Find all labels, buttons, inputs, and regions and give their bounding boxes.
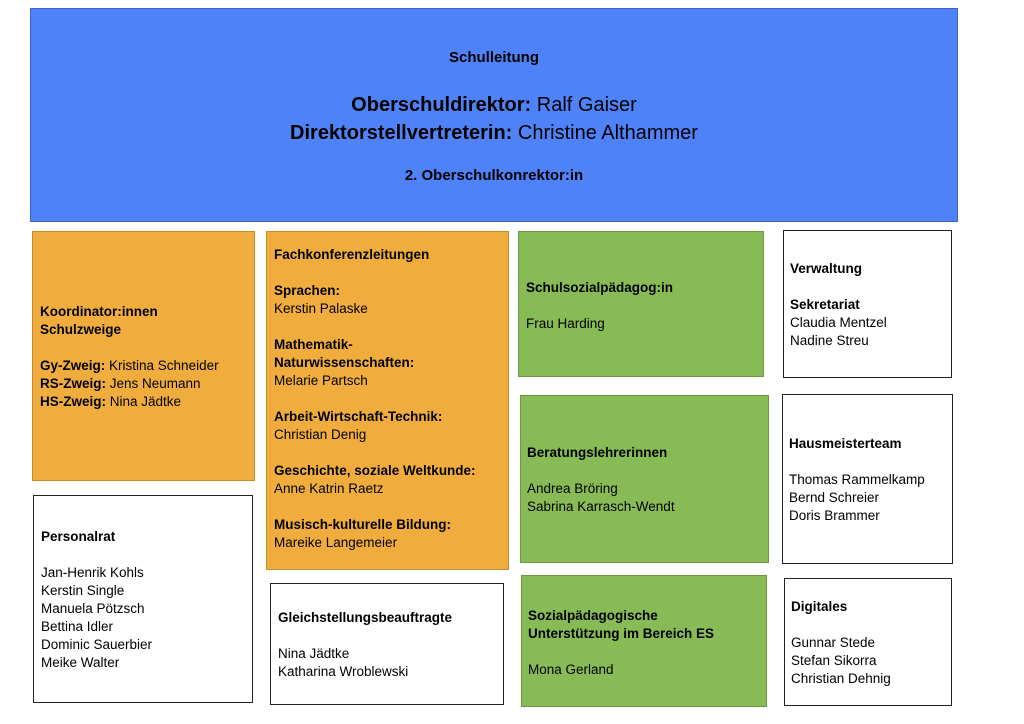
beratung-box: [520, 395, 769, 563]
schulsozial-content: [526, 279, 673, 333]
verwaltung-title: Verwaltung: [790, 261, 863, 276]
fach-name: Christian Denig: [274, 427, 367, 442]
sozialpaed-content: [528, 607, 714, 679]
hausmeister-title: Hausmeisterteam: [789, 436, 902, 451]
zweig-name: Jens Neumann: [109, 376, 201, 391]
verwaltung-name: Nadine Streu: [790, 333, 869, 348]
fachkonferenz-box: [266, 231, 509, 570]
beratung-name: Sabrina Karrasch-Wendt: [527, 499, 675, 514]
fach-name: Mareike Langemeier: [274, 535, 398, 550]
schulleitung-box: [30, 8, 958, 222]
deputy-label: Direktorstellvertreterin:: [290, 122, 513, 144]
hausmeister-name: Doris Brammer: [789, 508, 880, 523]
gleichstellung-title: Gleichstellungsbeauftragte: [278, 610, 453, 625]
digitales-name: Gunnar Stede: [791, 635, 876, 650]
second-konrektor: 2. Oberschulkonrektor:in: [404, 167, 584, 184]
schulleitung-leaders: [31, 91, 957, 147]
zweig-label: Gy-Zweig:: [40, 358, 106, 373]
hausmeister-name: Bernd Schreier: [789, 490, 880, 505]
personalrat-name: Manuela Pötzsch: [41, 601, 145, 616]
sozialpaed-title-2: Unterstützung im Bereich ES: [528, 626, 715, 641]
beratung-name: Andrea Bröring: [527, 481, 618, 496]
sekretariat-title: Sekretariat: [790, 297, 860, 312]
zweig-label: HS-Zweig:: [40, 394, 106, 409]
fach-label: Sprachen:: [274, 283, 341, 298]
verwaltung-content: [790, 260, 887, 350]
fach-label: Geschichte, soziale Weltkunde:: [274, 463, 476, 478]
sozialpaed-box: [521, 575, 767, 707]
schulleitung-title: Schulleitung: [449, 49, 539, 66]
verwaltung-box: [783, 230, 952, 378]
zweig-name: Nina Jädtke: [109, 394, 182, 409]
digitales-name: Christian Dehnig: [791, 671, 891, 686]
personalrat-name: Dominic Sauerbier: [41, 637, 153, 652]
fach-label: Arbeit-Wirtschaft-Technik:: [274, 409, 443, 424]
sozialpaed-title-1: Sozialpädagogische: [528, 608, 658, 623]
personalrat-content: [41, 528, 152, 672]
deputy-name: Christine Althammer: [517, 122, 698, 144]
schulsozial-title: Schulsozialpädagog:in: [526, 280, 674, 295]
hausmeister-content: [789, 435, 925, 525]
personalrat-name: Kerstin Single: [41, 583, 125, 598]
digitales-title: Digitales: [791, 599, 848, 614]
sozialpaed-name: Mona Gerland: [528, 662, 614, 677]
beratung-content: [527, 444, 675, 516]
director-name: Ralf Gaiser: [536, 94, 637, 116]
koordinator-row: [40, 357, 219, 375]
koordinatoren-title-2: Schulzweige: [40, 322, 122, 337]
personalrat-box: [33, 495, 253, 703]
fach-label: Mathematik-: [274, 337, 353, 352]
hausmeister-name: Thomas Rammelkamp: [789, 472, 925, 487]
personalrat-title: Personalrat: [41, 529, 116, 544]
koordinatoren-title-1: Koordinator:innen: [40, 304, 158, 319]
gleichstellung-box: [270, 583, 504, 705]
koordinator-row: [40, 393, 219, 411]
fach-label: Naturwissenschaften:: [274, 355, 415, 370]
zweig-name: Kristina Schneider: [109, 358, 219, 373]
gleichstellung-content: [278, 609, 452, 681]
director-line: [31, 91, 957, 119]
schulsozial-name: Frau Harding: [526, 316, 605, 331]
fach-name: Kerstin Palaske: [274, 301, 368, 316]
koordinatoren-content: [40, 303, 219, 411]
fach-name: Melarie Partsch: [274, 373, 368, 388]
personalrat-name: Bettina Idler: [41, 619, 114, 634]
fachkonferenz-content: [274, 246, 476, 552]
verwaltung-name: Claudia Mentzel: [790, 315, 887, 330]
personalrat-name: Jan-Henrik Kohls: [41, 565, 144, 580]
gleichstellung-name: Nina Jädtke: [278, 646, 350, 661]
fach-name: Anne Katrin Raetz: [274, 481, 384, 496]
beratung-title: Beratungslehrerinnen: [527, 445, 668, 460]
fachkonferenz-title: Fachkonferenzleitungen: [274, 247, 430, 262]
fach-label: Musisch-kulturelle Bildung:: [274, 517, 452, 532]
zweig-label: RS-Zweig:: [40, 376, 106, 391]
koordinatoren-box: [32, 231, 255, 481]
digitales-box: [784, 578, 952, 706]
personalrat-name: Meike Walter: [41, 655, 120, 670]
deputy-line: [31, 119, 957, 147]
koordinator-row: [40, 375, 219, 393]
gleichstellung-name: Katharina Wroblewski: [278, 664, 409, 679]
director-label: Oberschuldirektor:: [351, 94, 532, 116]
hausmeister-box: [782, 394, 953, 564]
digitales-name: Stefan Sikorra: [791, 653, 877, 668]
digitales-content: [791, 598, 891, 688]
schulsozial-box: [518, 231, 764, 377]
